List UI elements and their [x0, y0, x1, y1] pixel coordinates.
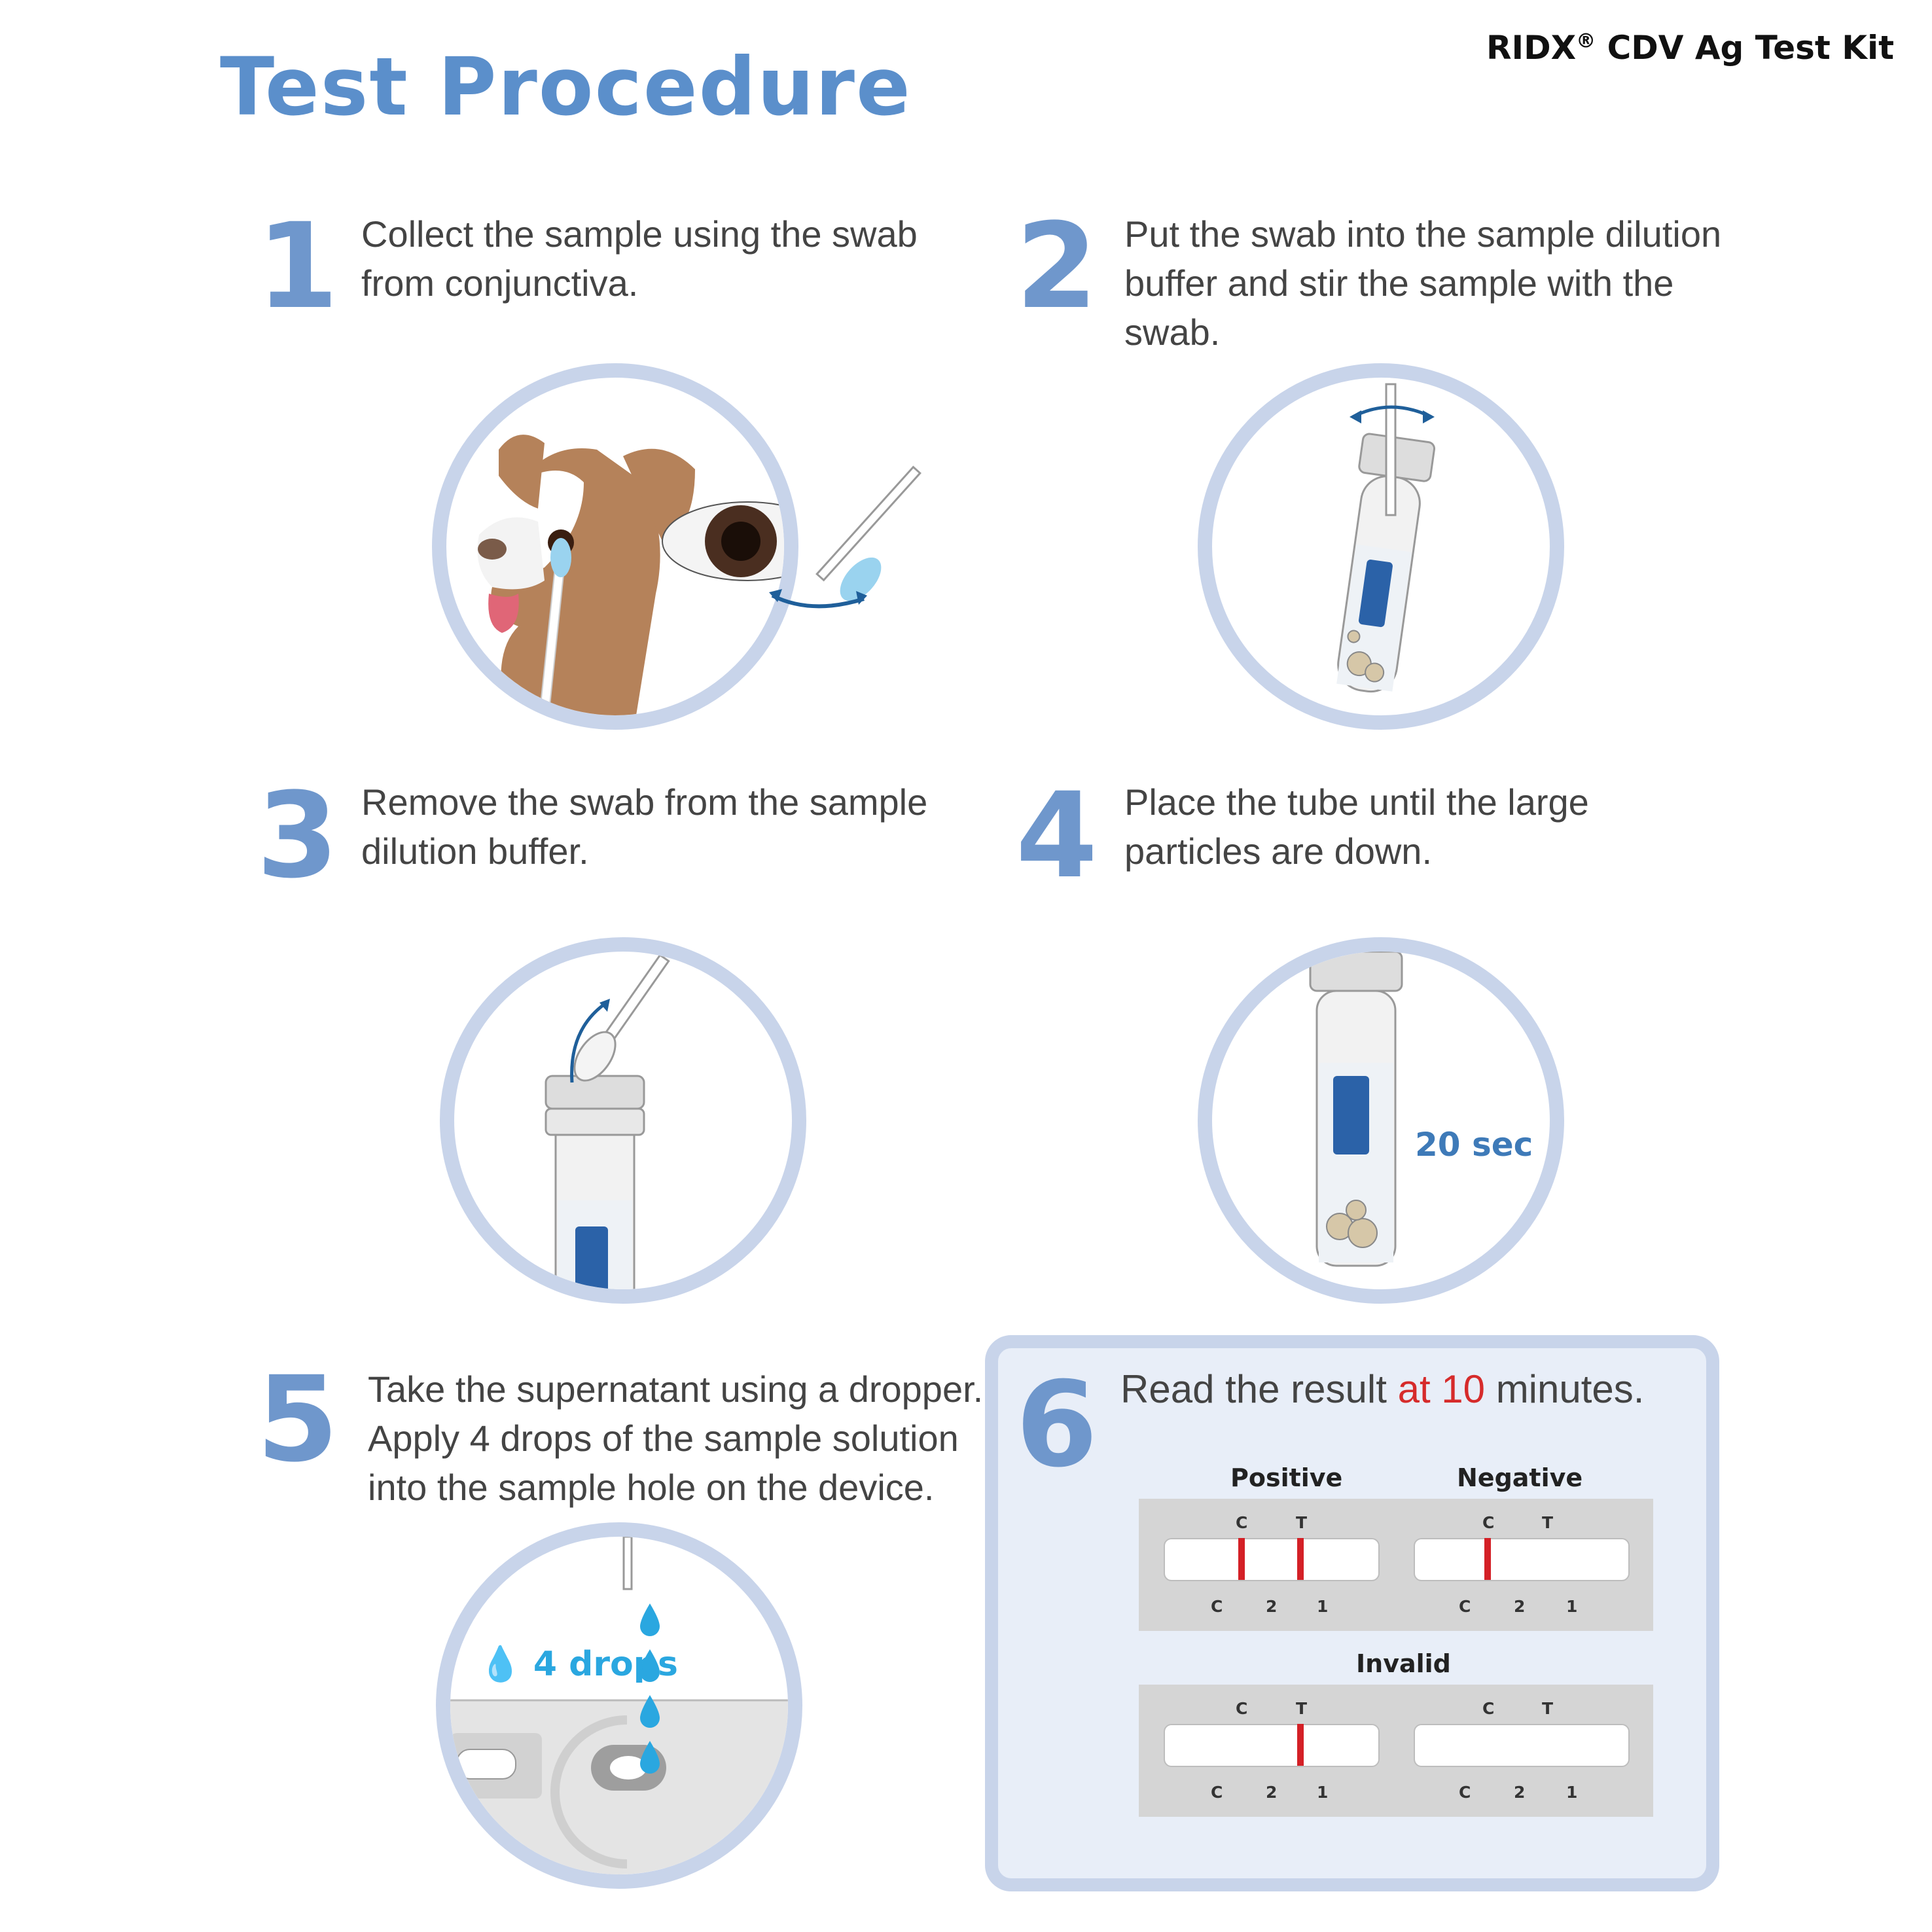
step-2-text: [1124, 209, 1721, 357]
step-6-text-after: minutes.: [1485, 1367, 1645, 1411]
mark-c-bottom: C: [1211, 1597, 1223, 1616]
step-3-number: 3: [257, 768, 339, 904]
mark-t: T: [1542, 1699, 1554, 1718]
kit-name: [1486, 29, 1894, 67]
mark-t: T: [1296, 1513, 1308, 1532]
mark-1: 1: [1317, 1783, 1329, 1802]
step-1-number: 1: [257, 198, 339, 335]
drop-icon: 💧: [479, 1645, 522, 1684]
mark-1: 1: [1566, 1597, 1578, 1616]
mark-1: 1: [1566, 1783, 1578, 1802]
step-2-line: buffer and stir the sample with the: [1124, 262, 1674, 304]
result-strip-negative: [1414, 1538, 1630, 1581]
swab-removal-illustration: [454, 952, 792, 1289]
invalid-label: Invalid: [1356, 1649, 1451, 1678]
page-title: Test Procedure: [220, 41, 912, 134]
mark-1: 1: [1317, 1597, 1329, 1616]
drop-icon: [640, 1741, 660, 1774]
registered-mark: ®: [1576, 29, 1596, 53]
step-1-line: Collect the sample using the swab: [361, 213, 918, 255]
step-3-line: Remove the swab from the sample: [361, 781, 928, 823]
mark-2: 2: [1514, 1783, 1526, 1802]
negative-label: Negative: [1457, 1463, 1583, 1492]
step-5-line: Apply 4 drops of the sample solution: [368, 1418, 959, 1459]
step-5-line: into the sample hole on the device.: [368, 1467, 935, 1508]
kit-brand: RIDX: [1486, 29, 1577, 67]
positive-label: Positive: [1230, 1463, 1343, 1492]
tube-settle-illustration: [1212, 952, 1550, 1289]
step-1-text: [361, 209, 918, 308]
step-3-text: [361, 778, 927, 876]
drop-icon: [640, 1603, 660, 1636]
step-3-line: dilution buffer.: [361, 831, 589, 872]
wait-time-label: 20 sec: [1415, 1126, 1533, 1164]
step-5-line: Take the supernatant using a dropper.: [368, 1368, 984, 1410]
result-strip-positive: [1164, 1538, 1380, 1581]
step-4-number: 4: [1016, 768, 1098, 904]
swab-tip: [550, 538, 571, 577]
step-4-illustration: [1198, 937, 1564, 1304]
step-2-illustration: [1198, 363, 1564, 730]
mark-2: 2: [1266, 1783, 1278, 1802]
mark-2: 2: [1514, 1597, 1526, 1616]
step-3-illustration: [440, 937, 806, 1304]
drops-count-label: [479, 1644, 678, 1684]
result-strip-invalid-1: [1164, 1724, 1380, 1767]
mark-2: 2: [1266, 1597, 1278, 1616]
step-6-text: [1120, 1365, 1644, 1414]
mark-t: T: [1542, 1513, 1554, 1532]
step-6-text-before: Read the result: [1120, 1367, 1398, 1411]
control-line: [1484, 1538, 1491, 1580]
mark-c: C: [1482, 1513, 1495, 1532]
step-5-illustration: [436, 1522, 802, 1889]
dropper-device-illustration: [450, 1537, 788, 1874]
step-2-line: swab.: [1124, 312, 1221, 353]
step-6-highlight: at 10: [1397, 1367, 1486, 1411]
mark-c: C: [1236, 1513, 1248, 1532]
drop-icon: [640, 1695, 660, 1728]
test-line: [1297, 1538, 1304, 1580]
step-2-line: Put the swab into the sample dilution: [1124, 213, 1722, 255]
tube-stir-illustration: [1212, 378, 1550, 715]
step-1-line: from conjunctiva.: [361, 262, 639, 304]
step-4-line: Place the tube until the large: [1124, 781, 1589, 823]
mark-c-bottom: C: [1211, 1783, 1223, 1802]
step-4-text: [1124, 778, 1589, 876]
step-5-number: 5: [257, 1351, 339, 1488]
step-5-text: [368, 1365, 983, 1512]
kit-product: CDV Ag Test Kit: [1607, 29, 1894, 67]
drops-text: 4 drops: [533, 1645, 678, 1684]
result-strip-invalid-2: [1414, 1724, 1630, 1767]
eye-swab-detail: [733, 458, 982, 628]
mark-t: T: [1296, 1699, 1308, 1718]
step-2-number: 2: [1016, 198, 1098, 335]
mark-c: C: [1236, 1699, 1248, 1718]
mark-c-bottom: C: [1459, 1597, 1471, 1616]
test-line: [1297, 1724, 1304, 1766]
control-line: [1238, 1538, 1245, 1580]
step-6-number: 6: [1016, 1357, 1098, 1494]
mark-c-bottom: C: [1459, 1783, 1471, 1802]
step-4-line: particles are down.: [1124, 831, 1433, 872]
mark-c: C: [1482, 1699, 1495, 1718]
